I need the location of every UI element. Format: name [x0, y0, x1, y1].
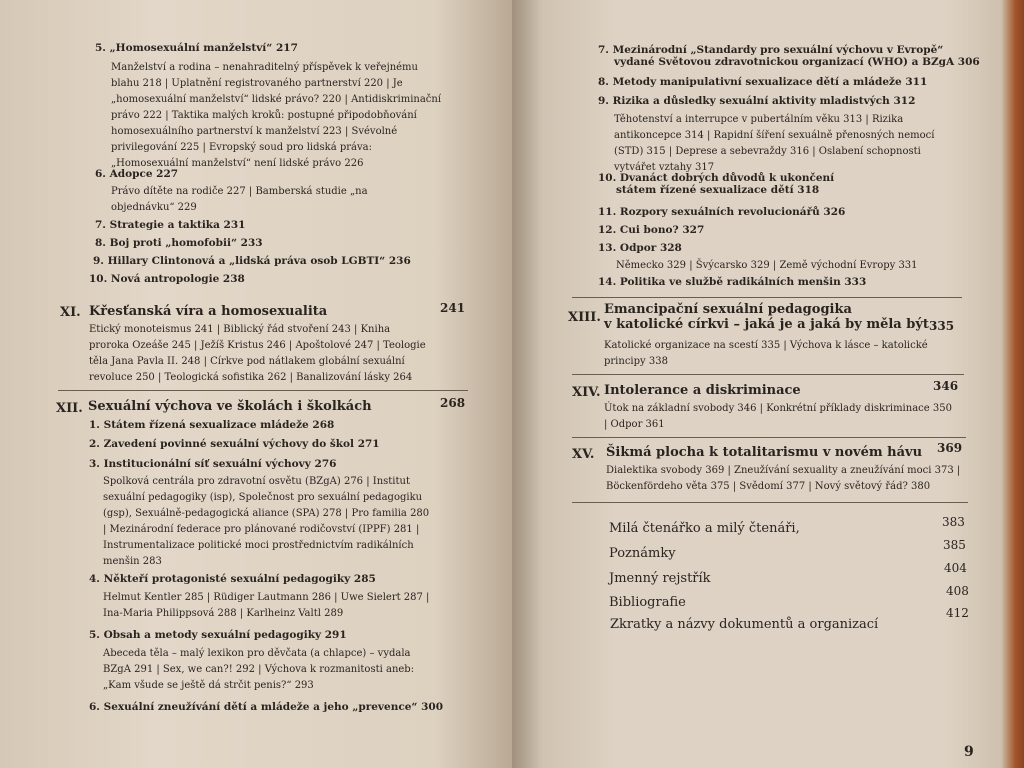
endmatter-abbreviations: Zkratky a názvy dokumentů a organizací	[610, 617, 879, 632]
toc-subentries-xii-4	[103, 590, 429, 622]
toc-entry-10: 10. Nová antropologie 238	[89, 273, 245, 285]
toc-entry-7: 7. Strategie a taktika 231	[95, 219, 246, 231]
title-line: Emancipační sexuální pedagogika	[604, 302, 852, 317]
section-divider	[572, 502, 968, 503]
toc-entry-r13: 13. Odpor 328	[598, 242, 682, 254]
section-divider	[572, 374, 964, 375]
sub-line: Instrumentalizace politické moci prostřednictvím radikálních	[103, 540, 414, 551]
section-divider	[58, 390, 468, 391]
sub-line: sexuální pedagogiky (isp), Společnost pro sexuální pedagogiku	[103, 492, 423, 503]
sub-line: „homosexuální manželství“ lidské právo? 220 | Antidiskriminační	[111, 94, 442, 105]
chapter-xii-number: XII.	[56, 401, 83, 416]
entry-line: 10. Dvanáct dobrých důvodů k ukončení	[598, 172, 835, 184]
chapter-xii-page: 268	[440, 396, 466, 410]
sub-line: Těhotenství a interrupce v pubertálním věku 313 | Rizika	[614, 114, 904, 125]
sub-line: (gsp), Sexuálně-pedagogická aliance (SPA) 278 | Pro familia 280	[103, 508, 430, 519]
toc-entry-9: 9. Hillary Clintonová a „lidská práva osob LGBTI“ 236	[93, 255, 411, 267]
sub-line: „Kam všude se ještě dá strčit penis?“ 293	[103, 680, 314, 691]
chapter-xi-subentries	[89, 322, 426, 386]
sub-line: principy 338	[604, 356, 668, 367]
entry-line: 7. Mezinárodní „Standardy pro sexuální výchovu v Evropě“	[598, 44, 944, 56]
sub-line: menšin 283	[103, 556, 162, 567]
toc-entry-xii-5: 5. Obsah a metody sexuální pedagogiky 291	[89, 629, 347, 641]
toc-subentries-xii-3	[103, 474, 429, 570]
sub-line: BZgA 291 | Sex, we can?! 292 | Výchova k rozmanitosti aneb:	[103, 664, 415, 675]
sub-line: antikoncepce 314 | Rapidní šíření sexuálně přenosných nemocí	[614, 130, 935, 141]
sub-line: vytvářet vztahy 317	[614, 162, 715, 173]
sub-line: objednávku“ 229	[111, 202, 197, 213]
chapter-xiii-subentries	[604, 338, 928, 370]
toc-entry-5: 5. „Homosexuální manželství“ 217	[95, 42, 298, 54]
sub-line: Dialektika svobody 369 | Zneužívání sexuality a zneužívání moci 373 |	[606, 465, 961, 476]
book-edge-shadow	[1002, 0, 1024, 768]
chapter-xi-title: Křesťanská víra a homosexualita	[89, 304, 328, 319]
sub-line: Abeceda těla – malý lexikon pro děvčata (a chlapce) – vydala	[103, 648, 411, 659]
sub-line: Ina-Maria Philippsová 288 | Karlheinz Valtl 289	[103, 608, 344, 619]
sub-line: proroka Ozeáše 245 | Ježíš Kristus 246 | Apoštolové 247 | Teologie	[89, 340, 426, 351]
chapter-xiv-page: 346	[933, 379, 959, 393]
sub-line: těla Jana Pavla II. 248 | Církve pod nátlakem globální sexuální	[89, 356, 405, 367]
endmatter-abbreviations-page: 412	[946, 606, 969, 620]
chapter-xi-number: XI.	[60, 305, 81, 320]
chapter-xv-title: Šikmá plocha k totalitarismu v novém hávu	[606, 445, 923, 460]
toc-subentries-5	[111, 60, 441, 172]
endmatter-foreword-page: 383	[942, 515, 965, 529]
entry-line: státem řízené sexualizace dětí 318	[616, 184, 820, 196]
toc-entry-xii-2: 2. Zavedení povinné sexuální výchovy do škol 271	[89, 438, 380, 450]
toc-entry-r14: 14. Politika ve službě radikálních menšin 333	[598, 276, 867, 288]
chapter-xv-page: 369	[937, 441, 963, 455]
chapter-xiii-number: XIII.	[568, 310, 601, 325]
chapter-xiv-title: Intolerance a diskriminace	[604, 383, 801, 398]
endmatter-bibliography: Bibliografie	[609, 595, 686, 610]
sub-line: privilegování 225 | Evropský soud pro lidská práva:	[111, 142, 372, 153]
endmatter-notes: Poznámky	[609, 546, 676, 561]
sub-line: blahu 218 | Uplatnění registrovaného partnerství 220 | Je	[111, 78, 403, 89]
toc-entry-xii-6: 6. Sexuální zneužívání dětí a mládeže a jeho „prevence“ 300	[89, 701, 444, 713]
sub-line: Manželství a rodina – nenahraditelný příspěvek k veřejnému	[111, 62, 418, 73]
chapter-xiii-title	[604, 302, 929, 332]
sub-line: Helmut Kentler 285 | Rüdiger Lautmann 286 | Uwe Sielert 287 |	[103, 592, 430, 603]
sub-line: Katolické organizace na scestí 335 | Výchova k lásce – katolické	[604, 340, 928, 351]
sub-line: | Mezinárodní federace pro plánované rodičovství (IPPF) 281 |	[103, 524, 420, 535]
section-divider	[572, 437, 966, 438]
right-page	[512, 0, 1024, 768]
toc-entry-r11: 11. Rozpory sexuálních revolucionářů 326	[598, 206, 846, 218]
entry-line: vydané Světovou zdravotnickou organizací (WHO) a BZgA 306	[614, 56, 980, 68]
toc-subentries-r9	[614, 112, 934, 176]
sub-line: Etický monoteismus 241 | Biblický řád stvoření 243 | Kniha	[89, 324, 391, 335]
sub-line: právo 222 | Taktika malých kroků: postupné připodobňování	[111, 110, 417, 121]
sub-line: „Homosexuální manželství“ není lidské právo 226	[111, 158, 364, 169]
sub-line: Spolková centrála pro zdravotní osvětu (BZgA) 276 | Institut	[103, 476, 410, 487]
chapter-xiii-page: 335	[929, 319, 955, 333]
sub-line: (STD) 315 | Deprese a sebevraždy 316 | Oslabení schopnosti	[614, 146, 921, 157]
title-line: v katolické církvi – jaká je a jaká by měla být	[604, 317, 929, 332]
endmatter-bibliography-page: 408	[946, 584, 969, 598]
toc-entry-r12: 12. Cui bono? 327	[598, 224, 705, 236]
toc-entry-r7	[598, 44, 980, 68]
toc-subentries-6	[111, 184, 368, 216]
toc-subentries-r13: Německo 329 | Švýcarsko 329 | Země východní Evropy 331	[616, 260, 918, 271]
toc-entry-xii-4: 4. Někteří protagonisté sexuální pedagogiky 285	[89, 573, 376, 585]
sub-line: | Odpor 361	[604, 419, 665, 430]
page-number: 9	[964, 744, 974, 760]
chapter-xiv-number: XIV.	[572, 385, 601, 400]
toc-entry-8: 8. Boj proti „homofobii“ 233	[95, 237, 263, 249]
endmatter-notes-page: 385	[943, 538, 966, 552]
sub-line: revoluce 250 | Teologická sofistika 262 | Banalizování lásky 264	[89, 372, 413, 383]
chapter-xi-page: 241	[440, 301, 466, 315]
toc-entry-xii-3: 3. Institucionální síť sexuální výchovy 276	[89, 458, 337, 470]
endmatter-name-index-page: 404	[944, 561, 967, 575]
toc-subentries-xii-5	[103, 646, 414, 694]
endmatter-foreword: Milá čtenářko a milý čtenáři,	[609, 521, 800, 536]
toc-entry-r10	[598, 172, 834, 196]
sub-line: homosexuálního partnerství k manželství 223 | Svévolné	[111, 126, 398, 137]
chapter-xii-title: Sexuální výchova ve školách i školkách	[88, 399, 372, 414]
section-divider	[572, 297, 962, 298]
sub-line: Právo dítěte na rodiče 227 | Bamberská studie „na	[111, 186, 368, 197]
sub-line: Böckenfördeho věta 375 | Svědomí 377 | Nový světový řád? 380	[606, 481, 931, 492]
sub-line: Útok na základní svobody 346 | Konkrétní příklady diskriminace 350	[604, 403, 952, 414]
chapter-xiv-subentries	[604, 401, 952, 433]
toc-entry-xii-1: 1. Státem řízená sexualizace mládeže 268	[89, 419, 335, 431]
chapter-xv-number: XV.	[572, 447, 595, 462]
chapter-xv-subentries	[606, 463, 960, 495]
toc-entry-r9: 9. Rizika a důsledky sexuální aktivity mladistvých 312	[598, 95, 916, 107]
endmatter-name-index: Jmenný rejstřík	[609, 571, 711, 586]
toc-entry-6: 6. Adopce 227	[95, 168, 179, 180]
toc-entry-r8: 8. Metody manipulativní sexualizace dětí a mládeže 311	[598, 76, 928, 88]
